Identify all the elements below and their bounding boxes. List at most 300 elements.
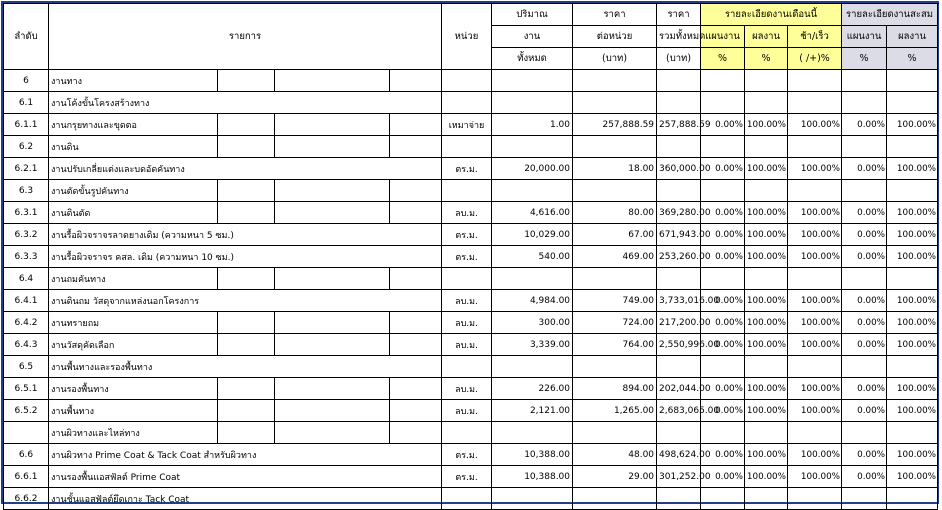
header-month-actual-pct: % — [745, 48, 788, 70]
table-row — [4, 378, 938, 400]
cell-quantity: 226.00 — [492, 378, 573, 400]
cell-month-variance: 100.00% — [788, 378, 842, 400]
cell-quantity: 10,388.00 — [492, 466, 573, 488]
cell-description: งานตัดขั้นรูปคันทาง — [49, 180, 218, 202]
header-qty-2: งาน — [492, 26, 573, 48]
cell-month-actual — [745, 268, 788, 290]
spreadsheet — [1, 1, 939, 504]
header-month-plan: แผนงาน — [701, 26, 745, 48]
cell-cum-plan — [842, 92, 887, 114]
cell-total-price: 301,252.00 — [657, 466, 701, 488]
cell-seq: 6.1.1 — [4, 114, 49, 136]
cell-month-actual — [745, 356, 788, 378]
cell-seq: 6.4.2 — [4, 312, 49, 334]
cell-description: งานถมคันทาง — [49, 268, 218, 290]
cell-empty — [390, 136, 442, 158]
cell-quantity: 10,029.00 — [492, 224, 573, 246]
table-row — [4, 158, 938, 180]
cell-seq: 6.3 — [4, 180, 49, 202]
cell-empty — [390, 114, 442, 136]
cell-month-plan — [701, 422, 745, 444]
cell-unit-price — [573, 92, 657, 114]
cell-unit-price: 29.00 — [573, 466, 657, 488]
cell-unit: ตร.ม. — [442, 466, 492, 488]
cell-unit-price — [573, 70, 657, 92]
cell-unit-price — [573, 356, 657, 378]
cell-total-price: 3,733,016.00 — [657, 290, 701, 312]
cell-seq: 6.5.2 — [4, 400, 49, 422]
cell-unit: ตร.ม. — [442, 444, 492, 466]
cell-unit-price — [573, 136, 657, 158]
cell-quantity — [492, 268, 573, 290]
progress-table — [3, 3, 938, 510]
cell-month-plan — [701, 268, 745, 290]
header-cum-plan: แผนงาน — [842, 26, 887, 48]
cell-unit — [442, 268, 492, 290]
cell-cum-actual: 100.00% — [887, 290, 938, 312]
cell-seq: 6.2.1 — [4, 158, 49, 180]
cell-quantity: 300.00 — [492, 312, 573, 334]
cell-cum-actual: 100.00% — [887, 334, 938, 356]
cell-month-actual — [745, 92, 788, 114]
section-row — [4, 422, 938, 444]
cell-empty — [275, 334, 390, 356]
cell-seq: 6.3.3 — [4, 246, 49, 268]
cell-seq: 6 — [4, 70, 49, 92]
cell-cum-plan: 0.00% — [842, 224, 887, 246]
cell-cum-plan: 0.00% — [842, 246, 887, 268]
header-month-plan-pct: % — [701, 48, 745, 70]
section-row — [4, 268, 938, 290]
cell-cum-plan — [842, 70, 887, 92]
cell-unit-price: 749.00 — [573, 290, 657, 312]
header-month-actual: ผลงาน — [745, 26, 788, 48]
cell-month-plan: 0.00% — [701, 466, 745, 488]
cell-total-price — [657, 92, 701, 114]
cell-seq: 6.6 — [4, 444, 49, 466]
cell-month-actual: 100.00% — [745, 444, 788, 466]
cell-month-actual: 100.00% — [745, 224, 788, 246]
cell-description: งานรื้อผิวจราจร คสล. เดิม (ความหนา 10 ซม.) — [49, 246, 442, 268]
cell-total-price: 217,200.00 — [657, 312, 701, 334]
cell-seq: 6.2 — [4, 136, 49, 158]
cell-empty — [275, 378, 390, 400]
cell-quantity — [492, 356, 573, 378]
cell-quantity: 4,616.00 — [492, 202, 573, 224]
header-cum-actual: ผลงาน — [887, 26, 938, 48]
header-total-1: ราคา — [657, 4, 701, 26]
cell-seq — [4, 422, 49, 444]
table-row — [4, 312, 938, 334]
section-row — [4, 136, 938, 158]
table-row — [4, 444, 938, 466]
cell-month-plan: 0.00% — [701, 378, 745, 400]
cell-cum-actual — [887, 92, 938, 114]
cell-cum-plan: 0.00% — [842, 334, 887, 356]
cell-unit: ลบ.ม. — [442, 334, 492, 356]
header-month-group: รายละเอียดงานเดือนนี้ — [701, 4, 842, 26]
cell-quantity — [492, 488, 573, 510]
cell-seq: 6.5.1 — [4, 378, 49, 400]
cell-month-plan: 0.00% — [701, 224, 745, 246]
cell-total-price — [657, 180, 701, 202]
cell-month-actual — [745, 180, 788, 202]
cell-cum-actual — [887, 70, 938, 92]
cell-empty — [390, 202, 442, 224]
cell-cum-plan: 0.00% — [842, 202, 887, 224]
header-qty-3: ทั้งหมด — [492, 48, 573, 70]
cell-month-actual: 100.00% — [745, 114, 788, 136]
cell-empty — [218, 378, 275, 400]
cell-month-actual: 100.00% — [745, 158, 788, 180]
header-month-variance-pct: ( /+)% — [788, 48, 842, 70]
cell-total-price: 360,000.00 — [657, 158, 701, 180]
cell-empty — [275, 180, 390, 202]
cell-seq: 6.5 — [4, 356, 49, 378]
cell-quantity: 1.00 — [492, 114, 573, 136]
cell-empty — [390, 180, 442, 202]
table-row — [4, 202, 938, 224]
cell-total-price: 498,624.00 — [657, 444, 701, 466]
cell-unit-price: 48.00 — [573, 444, 657, 466]
cell-unit — [442, 356, 492, 378]
cell-cum-plan — [842, 268, 887, 290]
cell-description: งานทรายถม — [49, 312, 218, 334]
cell-cum-plan: 0.00% — [842, 378, 887, 400]
cell-empty — [218, 334, 275, 356]
cell-unit-price: 18.00 — [573, 158, 657, 180]
header-price-2: ต่อหน่วย — [573, 26, 657, 48]
table-row — [4, 114, 938, 136]
cell-unit-price: 257,888.59 — [573, 114, 657, 136]
cell-empty — [275, 312, 390, 334]
section-row — [4, 180, 938, 202]
cell-description: งานรื้อผิวจราจรลาดยางเดิม (ความหนา 5 ซม.) — [49, 224, 442, 246]
cell-seq: 6.3.2 — [4, 224, 49, 246]
cell-description: งานพื้นทาง — [49, 400, 218, 422]
cell-seq: 6.4 — [4, 268, 49, 290]
cell-month-variance — [788, 488, 842, 510]
cell-seq: 6.1 — [4, 92, 49, 114]
cell-cum-actual — [887, 356, 938, 378]
cell-quantity — [492, 136, 573, 158]
cell-empty — [218, 268, 275, 290]
cell-unit-price: 80.00 — [573, 202, 657, 224]
cell-unit: เหมาจ่าย — [442, 114, 492, 136]
cell-quantity — [492, 180, 573, 202]
cell-cum-plan: 0.00% — [842, 400, 887, 422]
cell-month-variance: 100.00% — [788, 400, 842, 422]
cell-unit: ตร.ม. — [442, 246, 492, 268]
cell-quantity: 2,121.00 — [492, 400, 573, 422]
cell-cum-plan — [842, 488, 887, 510]
cell-month-variance — [788, 268, 842, 290]
table-row — [4, 334, 938, 356]
cell-month-variance: 100.00% — [788, 312, 842, 334]
cell-month-plan: 0.00% — [701, 400, 745, 422]
cell-cum-actual — [887, 422, 938, 444]
cell-cum-plan: 0.00% — [842, 158, 887, 180]
cell-month-actual — [745, 422, 788, 444]
cell-month-variance — [788, 180, 842, 202]
cell-month-actual — [745, 136, 788, 158]
cell-unit: ลบ.ม. — [442, 400, 492, 422]
cell-total-price: 2,683,065.00 — [657, 400, 701, 422]
cell-month-actual: 100.00% — [745, 334, 788, 356]
cell-quantity — [492, 422, 573, 444]
cell-cum-actual: 100.00% — [887, 246, 938, 268]
cell-month-actual: 100.00% — [745, 312, 788, 334]
cell-quantity: 10,388.00 — [492, 444, 573, 466]
cell-description: งานผิวทางและไหล่ทาง — [49, 422, 218, 444]
cell-description: งานรองพื้นแอสฟัลต์ Prime Coat — [49, 466, 442, 488]
cell-month-actual — [745, 488, 788, 510]
cell-empty — [275, 70, 390, 92]
cell-unit-price: 764.00 — [573, 334, 657, 356]
cell-unit-price: 724.00 — [573, 312, 657, 334]
cell-empty — [218, 114, 275, 136]
cell-cum-actual: 100.00% — [887, 312, 938, 334]
cell-month-plan: 0.00% — [701, 246, 745, 268]
cell-quantity — [492, 70, 573, 92]
cell-cum-actual — [887, 268, 938, 290]
cell-empty — [218, 180, 275, 202]
cell-total-price: 202,044.00 — [657, 378, 701, 400]
cell-unit: ลบ.ม. — [442, 312, 492, 334]
cell-description: งานปรับเกลี่ยแต่งและบดอัดคันทาง — [49, 158, 442, 180]
header-total-2: รวมทั้งหมด — [657, 26, 701, 48]
section-row — [4, 356, 938, 378]
header-cum-plan-pct: % — [842, 48, 887, 70]
cell-unit: ลบ.ม. — [442, 378, 492, 400]
cell-cum-plan: 0.00% — [842, 312, 887, 334]
cell-cum-plan: 0.00% — [842, 444, 887, 466]
cell-quantity: 4,984.00 — [492, 290, 573, 312]
cell-month-actual — [745, 70, 788, 92]
cell-seq: 6.4.3 — [4, 334, 49, 356]
section-row — [4, 92, 938, 114]
cell-empty — [390, 268, 442, 290]
cell-cum-actual: 100.00% — [887, 224, 938, 246]
cell-empty — [275, 268, 390, 290]
cell-unit — [442, 422, 492, 444]
header-total-3: (บาท) — [657, 48, 701, 70]
cell-month-plan: 0.00% — [701, 202, 745, 224]
cell-month-plan — [701, 180, 745, 202]
table-body — [4, 70, 938, 510]
cell-unit-price — [573, 268, 657, 290]
cell-seq: 6.6.1 — [4, 466, 49, 488]
header-unit: หน่วย — [442, 4, 492, 70]
cell-empty — [275, 202, 390, 224]
cell-month-plan — [701, 136, 745, 158]
cell-month-plan — [701, 70, 745, 92]
cell-unit-price — [573, 488, 657, 510]
cell-total-price: 253,260.00 — [657, 246, 701, 268]
cell-month-variance: 100.00% — [788, 224, 842, 246]
cell-empty — [390, 378, 442, 400]
cell-month-variance — [788, 356, 842, 378]
cell-seq: 6.6.2 — [4, 488, 49, 510]
cell-description: งานผิวทาง Prime Coat & Tack Coat สำหรับผิวทาง — [49, 444, 442, 466]
cell-empty — [390, 312, 442, 334]
cell-cum-plan — [842, 356, 887, 378]
header-qty-1: ปริมาณ — [492, 4, 573, 26]
cell-unit: ลบ.ม. — [442, 290, 492, 312]
cell-total-price — [657, 70, 701, 92]
cell-cum-actual: 100.00% — [887, 202, 938, 224]
header-price-1: ราคา — [573, 4, 657, 26]
cell-month-variance: 100.00% — [788, 114, 842, 136]
cell-total-price: 671,943.00 — [657, 224, 701, 246]
cell-cum-actual: 100.00% — [887, 466, 938, 488]
cell-description: งานวัสดุคัดเลือก — [49, 334, 218, 356]
cell-cum-actual: 100.00% — [887, 114, 938, 136]
cell-unit — [442, 488, 492, 510]
section-row — [4, 70, 938, 92]
cell-unit — [442, 180, 492, 202]
cell-total-price — [657, 356, 701, 378]
header-cum-actual-pct: % — [887, 48, 938, 70]
cell-total-price: 369,280.00 — [657, 202, 701, 224]
cell-cum-actual — [887, 180, 938, 202]
cell-description: งานทาง — [49, 70, 218, 92]
cell-cum-actual: 100.00% — [887, 378, 938, 400]
cell-description: งานชั้นแอสฟัลต์ยึดเกาะ Tack Coat — [49, 488, 442, 510]
cell-empty — [390, 400, 442, 422]
cell-month-plan: 0.00% — [701, 158, 745, 180]
section-row — [4, 488, 938, 510]
cell-cum-actual: 100.00% — [887, 400, 938, 422]
cell-month-variance: 100.00% — [788, 246, 842, 268]
cell-month-plan: 0.00% — [701, 444, 745, 466]
cell-total-price: 257,888.59 — [657, 114, 701, 136]
cell-empty — [275, 400, 390, 422]
cell-seq: 6.3.1 — [4, 202, 49, 224]
table-row — [4, 466, 938, 488]
cell-month-variance — [788, 136, 842, 158]
cell-description: งานกรุยทางและขุดตอ — [49, 114, 218, 136]
header-item: รายการ — [49, 4, 442, 70]
cell-month-plan: 0.00% — [701, 290, 745, 312]
header-price-3: (บาท) — [573, 48, 657, 70]
cell-total-price — [657, 136, 701, 158]
table-row — [4, 400, 938, 422]
cell-empty — [390, 422, 442, 444]
cell-quantity: 20,000.00 — [492, 158, 573, 180]
cell-quantity: 540.00 — [492, 246, 573, 268]
cell-month-plan — [701, 356, 745, 378]
cell-cum-actual: 100.00% — [887, 158, 938, 180]
cell-quantity: 3,339.00 — [492, 334, 573, 356]
header-cumulative-group: รายละเอียดงานสะสม — [842, 4, 938, 26]
cell-cum-plan: 0.00% — [842, 114, 887, 136]
cell-month-variance — [788, 70, 842, 92]
cell-month-variance: 100.00% — [788, 334, 842, 356]
cell-seq: 6.4.1 — [4, 290, 49, 312]
cell-total-price: 2,550,996.00 — [657, 334, 701, 356]
cell-month-actual: 100.00% — [745, 400, 788, 422]
cell-month-variance: 100.00% — [788, 290, 842, 312]
table-row — [4, 224, 938, 246]
cell-cum-plan: 0.00% — [842, 290, 887, 312]
cell-unit-price: 1,265.00 — [573, 400, 657, 422]
cell-description: งานดิน — [49, 136, 218, 158]
cell-month-actual: 100.00% — [745, 378, 788, 400]
cell-empty — [218, 400, 275, 422]
cell-month-plan: 0.00% — [701, 114, 745, 136]
cell-cum-plan — [842, 180, 887, 202]
cell-month-variance — [788, 92, 842, 114]
cell-description: งานดินถม วัสดุจากแหล่งนอกโครงการ — [49, 290, 442, 312]
cell-unit — [442, 92, 492, 114]
cell-empty — [275, 114, 390, 136]
table-row — [4, 290, 938, 312]
cell-month-plan: 0.00% — [701, 312, 745, 334]
cell-cum-actual — [887, 136, 938, 158]
cell-description: งานรองพื้นทาง — [49, 378, 218, 400]
cell-quantity — [492, 92, 573, 114]
cell-unit-price — [573, 422, 657, 444]
cell-unit: ตร.ม. — [442, 158, 492, 180]
cell-month-plan — [701, 488, 745, 510]
cell-month-actual: 100.00% — [745, 466, 788, 488]
cell-description: งานพื้นทางและรองพื้นทาง — [49, 356, 442, 378]
cell-unit-price: 67.00 — [573, 224, 657, 246]
cell-empty — [275, 136, 390, 158]
cell-month-plan: 0.00% — [701, 334, 745, 356]
cell-month-variance: 100.00% — [788, 466, 842, 488]
table-row — [4, 246, 938, 268]
cell-month-plan — [701, 92, 745, 114]
cell-description: งานโค้งขั้นโครงสร้างทาง — [49, 92, 442, 114]
cell-unit-price: 894.00 — [573, 378, 657, 400]
cell-cum-plan — [842, 422, 887, 444]
cell-month-actual: 100.00% — [745, 246, 788, 268]
cell-empty — [218, 136, 275, 158]
cell-empty — [218, 312, 275, 334]
cell-empty — [275, 422, 390, 444]
cell-unit: ตร.ม. — [442, 224, 492, 246]
cell-month-actual: 100.00% — [745, 290, 788, 312]
cell-empty — [218, 70, 275, 92]
cell-month-actual: 100.00% — [745, 202, 788, 224]
cell-empty — [390, 334, 442, 356]
cell-month-variance — [788, 422, 842, 444]
cell-cum-actual: 100.00% — [887, 444, 938, 466]
cell-unit — [442, 70, 492, 92]
cell-unit-price — [573, 180, 657, 202]
cell-cum-plan: 0.00% — [842, 466, 887, 488]
header-seq: ลำดับ — [4, 4, 49, 70]
cell-month-variance: 100.00% — [788, 444, 842, 466]
cell-total-price — [657, 422, 701, 444]
cell-total-price — [657, 488, 701, 510]
cell-empty — [218, 422, 275, 444]
cell-description: งานดินตัด — [49, 202, 218, 224]
cell-empty — [218, 202, 275, 224]
cell-unit-price: 469.00 — [573, 246, 657, 268]
cell-month-variance: 100.00% — [788, 158, 842, 180]
cell-month-variance: 100.00% — [788, 202, 842, 224]
cell-unit: ลบ.ม. — [442, 202, 492, 224]
cell-total-price — [657, 268, 701, 290]
header-month-variance: ช้า/เร็ว — [788, 26, 842, 48]
cell-cum-actual — [887, 488, 938, 510]
cell-unit — [442, 136, 492, 158]
cell-empty — [390, 70, 442, 92]
cell-cum-plan — [842, 136, 887, 158]
